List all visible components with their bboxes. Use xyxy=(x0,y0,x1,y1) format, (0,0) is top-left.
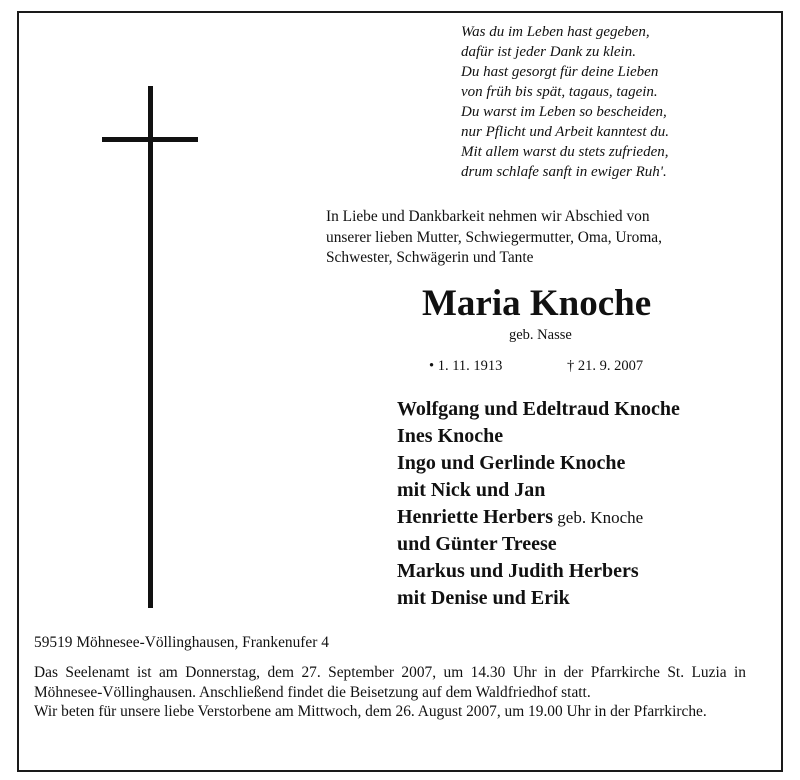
mourner-name: und Günter Treese xyxy=(397,533,557,555)
cross-icon-horizontal-bar xyxy=(102,137,198,142)
notice-paragraph: Wir beten für unsere liebe Verstorbene am Mittwoch, dem 26. August 2007, um 19.00 Uhr in der Pfarrkirche. xyxy=(34,703,707,721)
poem-line: drum schlafe sanft in ewiger Ruh'. xyxy=(461,164,667,180)
mourner-line xyxy=(397,531,680,558)
poem-line: dafür ist jeder Dank zu klein. xyxy=(461,44,636,60)
poem-line: Mit allem warst du stets zufrieden, xyxy=(461,144,669,160)
mourning-address: 59519 Möhnesee-Völlinghausen, Frankenufer 4 xyxy=(34,634,329,651)
poem-line: von früh bis spät, tagaus, tagein. xyxy=(461,84,658,100)
mourners-list xyxy=(397,396,680,612)
cross-icon-vertical-bar xyxy=(148,86,153,608)
mourner-name: Wolfgang und Edeltraud Knoche xyxy=(397,398,680,420)
birth-date: • 1. 11. 1913 xyxy=(429,358,503,374)
intro-text xyxy=(326,207,662,269)
notice-paragraph: Das Seelenamt ist am Donnerstag, dem 27. September 2007, um 14.30 Uhr in der Pfarrkirche St. Luzia in Möhnesee-Völlinghausen. Anschließend findet die Beisetzung auf dem Waldfriedhof statt. xyxy=(34,664,746,701)
mourner-name: Henriette Herbers xyxy=(397,506,554,528)
maiden-name: geb. Nasse xyxy=(509,327,572,343)
poem-line: nur Pflicht und Arbeit kanntest du. xyxy=(461,124,670,140)
mourner-maiden-note: geb. Knoche xyxy=(553,508,644,527)
mourner-line xyxy=(397,558,680,585)
intro-line: unserer lieben Mutter, Schwiegermutter, Oma, Uroma, xyxy=(326,228,662,246)
mourner-line xyxy=(397,396,680,423)
poem xyxy=(461,22,669,182)
mourner-line xyxy=(397,585,680,612)
mourner-name: mit Denise und Erik xyxy=(397,587,570,609)
mourner-line xyxy=(397,477,680,504)
deceased-name: Maria Knoche xyxy=(422,283,652,324)
mourner-name: mit Nick und Jan xyxy=(397,479,546,501)
mourner-line xyxy=(397,450,680,477)
death-date: † 21. 9. 2007 xyxy=(567,358,644,374)
mourner-name: Markus und Judith Herbers xyxy=(397,560,639,582)
mourner-line xyxy=(397,423,680,450)
poem-line: Du hast gesorgt für deine Lieben xyxy=(461,64,659,80)
funeral-notice xyxy=(34,663,746,722)
mourner-name: Ines Knoche xyxy=(397,425,504,447)
poem-line: Du warst im Leben so bescheiden, xyxy=(461,104,667,120)
mourner-name: Ingo und Gerlinde Knoche xyxy=(397,452,626,474)
mourner-line xyxy=(397,504,680,531)
intro-line: In Liebe und Dankbarkeit nehmen wir Abschied von xyxy=(326,208,650,225)
poem-line: Was du im Leben hast gegeben, xyxy=(461,24,650,40)
intro-line: Schwester, Schwägerin und Tante xyxy=(326,249,534,266)
